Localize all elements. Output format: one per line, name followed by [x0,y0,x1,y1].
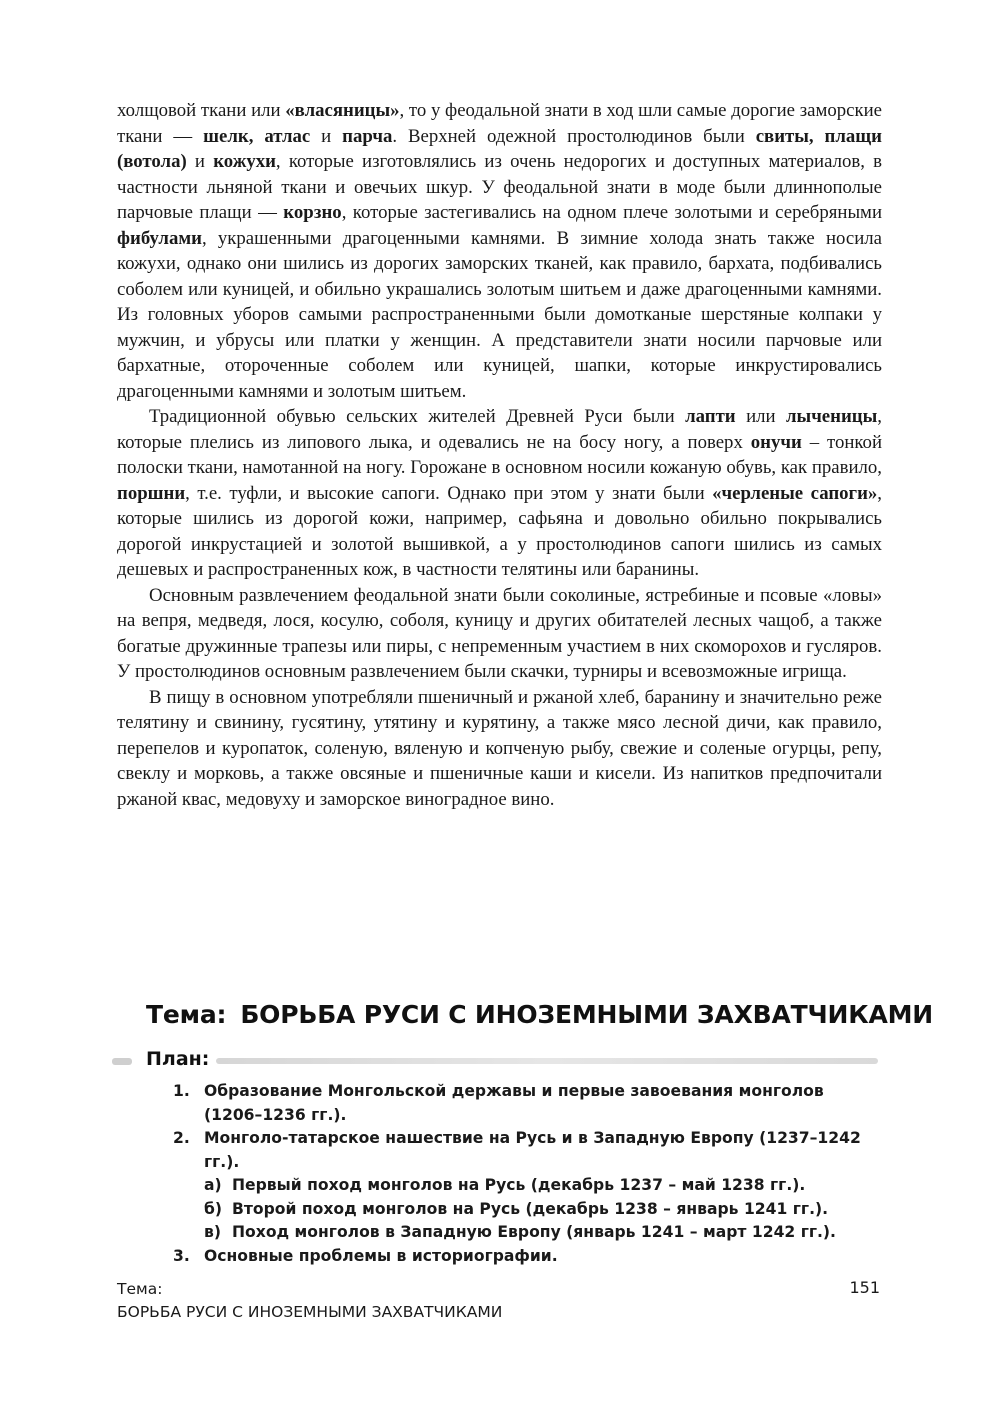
term-parcha: парча [342,125,393,147]
plan-list [173,1080,873,1268]
plan-subitem-a [204,1174,873,1198]
plan-item-number: 1. [173,1082,190,1100]
paragraph-food: В пищу в основном употребляли пшеничный и ржаной хлеб, баранину и значительно реже телятину и свинину, гусятину, утятину и курятину, а также мясо лесной дичи, как правило, перепелов и куропаток, соленую, вяленую и копченую рыбу, свежие и соленые огурцы, репу, свеклу и морковь, а также овсяные и пшеничные каши и кисели. Из напитков предпочитали ржаной квас, медовуху и заморское виноградное вино. [117,686,882,810]
plan-item-text: Основные проблемы в историографии. [204,1246,558,1265]
paragraph-footwear [117,404,882,583]
term-porshni: поршни [117,482,186,504]
text-run: и [310,125,343,147]
plan-subitem-mark: в) [204,1223,221,1241]
term-kozhukhi: кожухи [213,151,276,172]
text-run: или [735,406,787,427]
plan-subitem-text: Первый поход монголов на Русь (декабрь 1237 – май 1238 гг.). [232,1176,806,1194]
footer-topic-title: БОРЬБА РУСИ С ИНОЗЕМНЫМИ ЗАХВАТЧИКАМИ [117,1303,503,1321]
plan-item-2 [173,1127,873,1245]
text-run: , т.е. туфли, и высокие сапоги. Однако при этом у знати были [185,482,713,504]
plan-item-1 [173,1080,873,1127]
plan-header [112,1048,882,1074]
paragraph-clothing [117,98,882,404]
plan-item-3 [173,1245,873,1269]
term-korzno: корзно [283,202,342,223]
plan-label: План: [146,1048,210,1070]
page-number: 151 [849,1278,880,1297]
plan-subitem-mark: а) [204,1176,222,1194]
text-run: , то у феодальной знати в ход шли самые дорогие заморские ткани — [117,100,882,147]
decorative-rule [216,1058,878,1064]
footer-topic-label: Тема: [117,1280,163,1298]
text-run: и [186,151,214,172]
text-run: . Верхней одежной простолюдинов были [392,125,756,147]
plan-item-number: 2. [173,1129,190,1147]
topic-label: Тема: [146,1000,227,1029]
text-run: – тонкой полоски ткани, намотанной на ногу. Горожане в основном носили кожаную обувь, как правило, [117,431,882,478]
topic-heading [146,1000,933,1029]
plan-sublist [204,1174,873,1245]
body-text [117,98,882,812]
term-vlasyanitsy: «власяницы» [285,100,400,121]
term-svity-plashchi: свиты, плащи (вотола) [117,125,882,172]
running-footer [117,1278,502,1324]
term-lychenitsy: лыченицы [786,406,878,427]
plan-item-text: Монголо-татарское нашествие на Русь и в Западную Европу (1237–1242 гг.). [204,1129,861,1171]
term-fibuly: фибулами [117,227,202,249]
plan-subitem-text: Второй поход монголов на Русь (декабрь 1238 – январь 1241 гг.). [232,1199,829,1218]
term-cherlenye-sapogi: «черленые сапоги» [712,482,878,504]
text-run: , которые шились из дорогой кожи, например, сафьяна и довольно обильно покрывались дорогой инкрустацией и золотой вышивкой, а у простолюдинов сапоги шились из самых дешевых и распространенных кож, в частности телятины или баранины. [117,482,882,580]
plan-subitem-mark: б) [204,1199,223,1218]
text-run: холщовой ткани или [117,100,286,121]
term-shelk-atlas: шелк, атлас [203,125,311,147]
topic-title: БОРЬБА РУСИ С ИНОЗЕМНЫМИ ЗАХВАТЧИКАМИ [240,1000,934,1029]
bullet-dot-icon [112,1058,132,1065]
text-run: , которые изготовлялись из очень недорогих и доступных материалов, в частности льняной ткани и овечьих шкур. У феодальной знати в моде были длиннополые парчовые плащи — [117,151,882,223]
text-run: , украшенными драгоценными камнями. В зимние холода знать также носила кожухи, однако они шились из дорогих заморских тканей, как правило, бархата, подбивались соболем или куницей, и обильно украшались золотым шитьем и даже драгоценными камнями. Из головных уборов самыми распространенными были домотканые шерстяные колпаки у мужчин, и убрусы или платки у женщин. А представители знати носили парчовые или бархатные, отороченные соболем или куницей, шапки, которые инкрустировались драгоценными камнями и золотым шитьем. [117,227,882,402]
term-lapti: лапти [685,406,736,427]
text-run: Традиционной обувью сельских жителей Древней Руси были [149,406,686,427]
plan-subitem-c [204,1221,873,1245]
plan-item-text: Образование Монгольской державы и первые завоевания монголов (1206–1236 гг.). [204,1082,824,1124]
plan-subitem-b [204,1198,873,1222]
text-run: , которые плелись из липового лыка, и одевались не на босу ногу, а поверх [117,406,882,453]
text-run: , которые застегивались на одном плече золотыми и серебряными [341,202,882,223]
plan-item-number: 3. [173,1246,190,1265]
plan-subitem-text: Поход монголов в Западную Европу (январь 1241 – март 1242 гг.). [232,1223,836,1241]
term-onuchi: онучи [750,431,802,453]
paragraph-entertainment: Основным развлечением феодальной знати были соколиные, ястребиные и псовые «ловы» на вепря, медведя, лося, косулю, соболя, куницу и других обитателей лесных чащоб, а также богатые дружинные трапезы или пиры, с непременным участием в них скоморохов и гусляров. У простолюдинов основным развлечением были скачки, турниры и всевозможные игрища. [117,584,882,682]
